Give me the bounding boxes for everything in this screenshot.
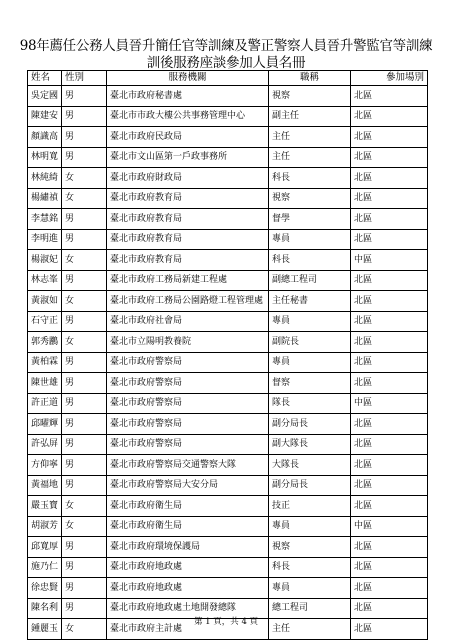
cell-gender: 男 (62, 209, 107, 230)
title-line-1: 98年薦任公務人員晉升簡任官等訓練及警正警察人員晉升警監官等訓練 (19, 38, 433, 54)
cell-session: 北區 (351, 619, 428, 640)
cell-name: 胡淑芳 (28, 516, 62, 537)
cell-agency: 臺北市政府警察局 (107, 414, 269, 435)
table-row (28, 352, 428, 373)
cell-title: 副分局長 (269, 475, 351, 496)
cell-session: 北區 (351, 106, 428, 127)
cell-title: 主任秘書 (269, 291, 351, 312)
cell-title: 主任 (269, 619, 351, 640)
document-title (0, 38, 452, 72)
cell-gender: 男 (62, 147, 107, 168)
table-row (28, 229, 428, 250)
cell-gender: 女 (62, 168, 107, 189)
cell-name: 邱寬厚 (28, 537, 62, 558)
cell-gender: 女 (62, 496, 107, 517)
cell-agency: 臺北市政府警察局 (107, 373, 269, 394)
cell-name: 郭秀鸝 (28, 332, 62, 353)
cell-name: 黃淑如 (28, 291, 62, 312)
column-header-session: 參加場別 (351, 71, 428, 86)
cell-gender: 男 (62, 455, 107, 476)
cell-agency: 臺北市政府教育局 (107, 188, 269, 209)
cell-agency: 臺北市政府社會局 (107, 311, 269, 332)
cell-agency: 臺北市政府工務局新建工程處 (107, 270, 269, 291)
table-row (28, 578, 428, 599)
table-row (28, 86, 428, 107)
cell-title: 科長 (269, 557, 351, 578)
cell-agency: 臺北市政府地政處 (107, 557, 269, 578)
cell-agency: 臺北市政府衛生局 (107, 516, 269, 537)
cell-session: 北區 (351, 455, 428, 476)
cell-name: 許正道 (28, 393, 62, 414)
cell-name: 顏識高 (28, 127, 62, 148)
table-row (28, 414, 428, 435)
cell-session: 北區 (351, 209, 428, 230)
table-row (28, 393, 428, 414)
cell-session: 北區 (351, 229, 428, 250)
cell-agency: 臺北市政府衛生局 (107, 496, 269, 517)
cell-agency: 臺北市政府主計處 (107, 619, 269, 640)
cell-agency: 臺北市立陽明教養院 (107, 332, 269, 353)
cell-session: 北區 (351, 311, 428, 332)
cell-name: 林志峯 (28, 270, 62, 291)
cell-title: 專員 (269, 516, 351, 537)
cell-name: 陳世雄 (28, 373, 62, 394)
table-row (28, 434, 428, 455)
cell-session: 北區 (351, 168, 428, 189)
cell-title: 專員 (269, 229, 351, 250)
cell-name: 石守正 (28, 311, 62, 332)
table-row (28, 291, 428, 312)
cell-title: 督察 (269, 373, 351, 394)
cell-session: 北區 (351, 373, 428, 394)
cell-gender: 男 (62, 578, 107, 599)
cell-name: 楊淑妃 (28, 250, 62, 271)
cell-gender: 男 (62, 393, 107, 414)
table-row (28, 147, 428, 168)
cell-title: 副主任 (269, 106, 351, 127)
cell-title: 技正 (269, 496, 351, 517)
cell-agency: 臺北市政府民政局 (107, 127, 269, 148)
cell-title: 副院長 (269, 332, 351, 353)
cell-name: 黃福地 (28, 475, 62, 496)
cell-name: 施乃仁 (28, 557, 62, 578)
table-row (28, 168, 428, 189)
cell-name: 李慧銘 (28, 209, 62, 230)
table-row (28, 373, 428, 394)
cell-session: 北區 (351, 557, 428, 578)
cell-session: 北區 (351, 147, 428, 168)
cell-agency: 臺北市政府警察局 (107, 393, 269, 414)
page-footer: 第 1 頁，共 4 頁 (193, 617, 259, 627)
cell-agency: 臺北市政府警察局大安分局 (107, 475, 269, 496)
cell-title: 視察 (269, 537, 351, 558)
cell-gender: 男 (62, 557, 107, 578)
cell-gender: 男 (62, 127, 107, 148)
cell-title: 副總工程司 (269, 270, 351, 291)
cell-gender: 女 (62, 332, 107, 353)
cell-name: 邱曜輝 (28, 414, 62, 435)
cell-gender: 男 (62, 598, 107, 619)
cell-title: 隊長 (269, 393, 351, 414)
cell-session: 北區 (351, 496, 428, 517)
cell-gender: 女 (62, 619, 107, 640)
cell-agency: 臺北市政府教育局 (107, 209, 269, 230)
cell-agency: 臺北市政府秘書處 (107, 86, 269, 107)
cell-session: 北區 (351, 537, 428, 558)
table-row (28, 332, 428, 353)
table-header-row (28, 71, 428, 86)
table-row (28, 537, 428, 558)
cell-title: 督學 (269, 209, 351, 230)
cell-name: 鍾麗玉 (28, 619, 62, 640)
cell-name: 陳名利 (28, 598, 62, 619)
table-row (28, 106, 428, 127)
title-line-2: 訓後服務座談參加人員名冊 (146, 55, 306, 71)
cell-title: 專員 (269, 352, 351, 373)
cell-gender: 男 (62, 270, 107, 291)
table-row (28, 250, 428, 271)
table-row (28, 127, 428, 148)
cell-name: 李明進 (28, 229, 62, 250)
cell-agency: 臺北市政府地政處 (107, 578, 269, 599)
table-row (28, 188, 428, 209)
table-row (28, 455, 428, 476)
cell-agency: 臺北市政府警察局 (107, 434, 269, 455)
column-header-gender: 性別 (62, 71, 107, 86)
cell-title: 科長 (269, 250, 351, 271)
cell-name: 陳建安 (28, 106, 62, 127)
table-body (28, 86, 428, 640)
column-header-title: 職稱 (269, 71, 351, 86)
cell-session: 中區 (351, 516, 428, 537)
cell-title: 總工程司 (269, 598, 351, 619)
cell-session: 北區 (351, 352, 428, 373)
cell-title: 大隊長 (269, 455, 351, 476)
cell-gender: 女 (62, 188, 107, 209)
cell-gender: 男 (62, 373, 107, 394)
cell-title: 視察 (269, 188, 351, 209)
cell-session: 北區 (351, 414, 428, 435)
cell-session: 中區 (351, 393, 428, 414)
cell-gender: 男 (62, 106, 107, 127)
cell-title: 主任 (269, 147, 351, 168)
cell-name: 吳定國 (28, 86, 62, 107)
cell-agency: 臺北市政府教育局 (107, 250, 269, 271)
cell-name: 嚴玉寶 (28, 496, 62, 517)
cell-gender: 男 (62, 434, 107, 455)
cell-session: 北區 (351, 127, 428, 148)
cell-agency: 臺北市政府警察局 (107, 352, 269, 373)
cell-gender: 女 (62, 291, 107, 312)
cell-gender: 女 (62, 516, 107, 537)
cell-name: 許弘屏 (28, 434, 62, 455)
cell-session: 北區 (351, 270, 428, 291)
table-row (28, 209, 428, 230)
cell-name: 林明寬 (28, 147, 62, 168)
cell-agency: 臺北市政府工務局公園路燈工程管理處 (107, 291, 269, 312)
cell-name: 徐忠賢 (28, 578, 62, 599)
cell-agency: 臺北市政府環境保護局 (107, 537, 269, 558)
cell-agency: 臺北市市政大樓公共事務管理中心 (107, 106, 269, 127)
table-row (28, 475, 428, 496)
cell-gender: 男 (62, 311, 107, 332)
cell-gender: 男 (62, 414, 107, 435)
cell-agency: 臺北市政府地政處土地開發總隊 (107, 598, 269, 619)
cell-name: 楊繡禎 (28, 188, 62, 209)
cell-session: 北區 (351, 598, 428, 619)
cell-title: 主任 (269, 127, 351, 148)
cell-name: 林純綺 (28, 168, 62, 189)
table-row (28, 270, 428, 291)
cell-title: 專員 (269, 311, 351, 332)
cell-title: 副大隊長 (269, 434, 351, 455)
cell-name: 黃柏霖 (28, 352, 62, 373)
cell-agency: 臺北市政府財政局 (107, 168, 269, 189)
cell-gender: 男 (62, 537, 107, 558)
cell-session: 北區 (351, 434, 428, 455)
cell-session: 中區 (351, 250, 428, 271)
table-row (28, 496, 428, 517)
cell-agency: 臺北市政府教育局 (107, 229, 269, 250)
table-row (28, 557, 428, 578)
cell-session: 北區 (351, 86, 428, 107)
cell-gender: 女 (62, 250, 107, 271)
cell-title: 視察 (269, 86, 351, 107)
cell-session: 北區 (351, 188, 428, 209)
column-header-agency: 服務機關 (107, 71, 269, 86)
participant-table (27, 70, 428, 640)
cell-gender: 男 (62, 86, 107, 107)
cell-title: 副分局長 (269, 414, 351, 435)
cell-gender: 男 (62, 229, 107, 250)
cell-gender: 男 (62, 352, 107, 373)
cell-session: 北區 (351, 291, 428, 312)
cell-session: 北區 (351, 578, 428, 599)
table-row (28, 516, 428, 537)
cell-name: 方仰寧 (28, 455, 62, 476)
cell-title: 專員 (269, 578, 351, 599)
cell-agency: 臺北市文山區第一戶政事務所 (107, 147, 269, 168)
column-header-name: 姓名 (28, 71, 62, 86)
cell-gender: 男 (62, 475, 107, 496)
cell-session: 北區 (351, 332, 428, 353)
cell-session: 北區 (351, 475, 428, 496)
cell-title: 科長 (269, 168, 351, 189)
cell-agency: 臺北市政府警察局交通警察大隊 (107, 455, 269, 476)
table-row (28, 311, 428, 332)
